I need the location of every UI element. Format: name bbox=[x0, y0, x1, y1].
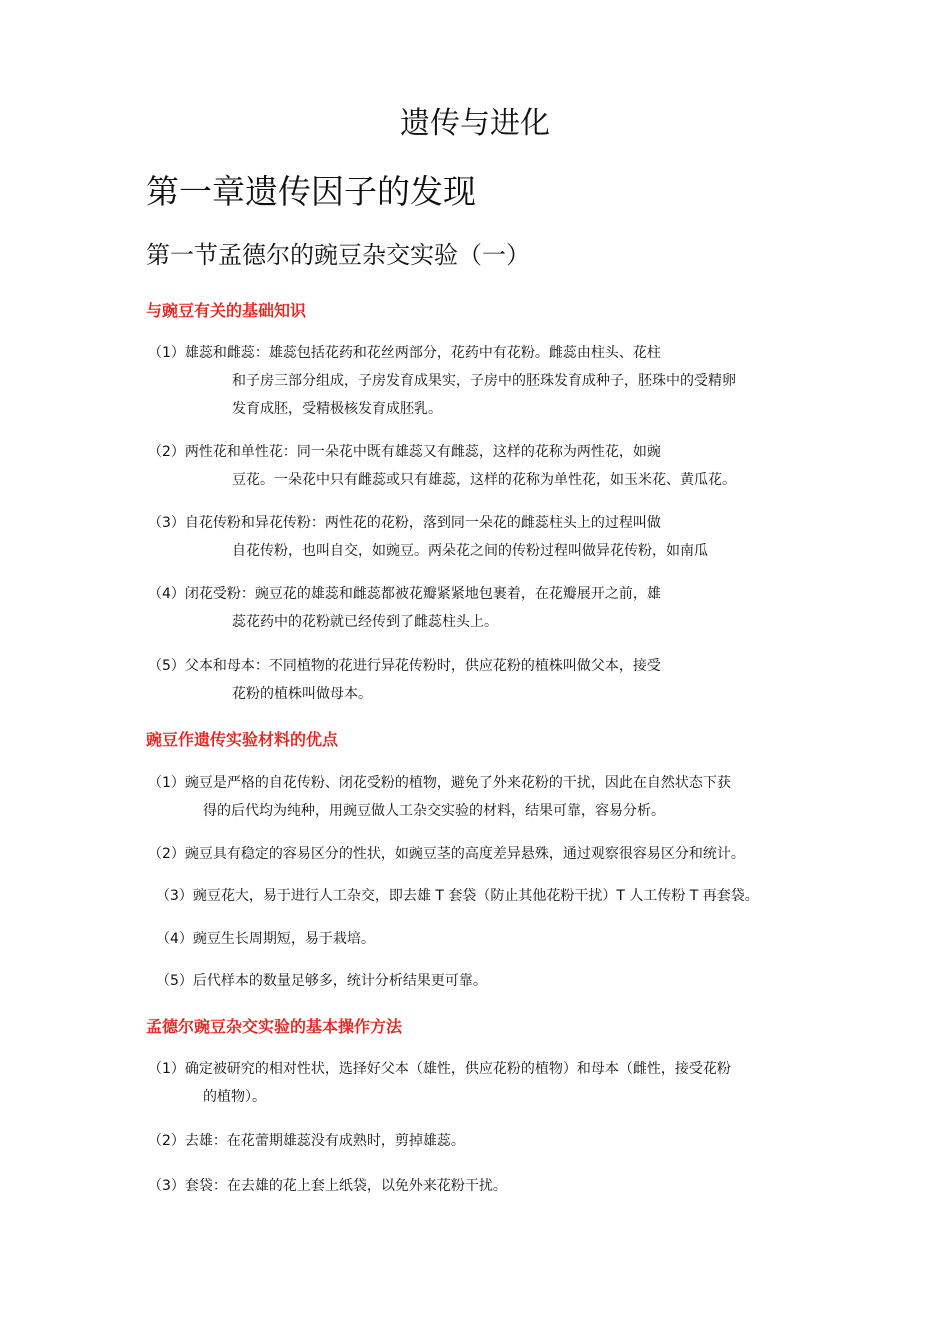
paragraph-line: 发育成胚，受精极核发育成胚乳。 bbox=[232, 401, 442, 417]
paragraph-line: 豆花。一朵花中只有雌蕊或只有雄蕊，这样的花称为单性花，如玉米花、黄瓜花。 bbox=[232, 472, 736, 488]
section-heading: 第一节孟德尔的豌豆杂交实验（一） bbox=[146, 241, 530, 269]
page-title: 遗传与进化 bbox=[400, 106, 550, 141]
paragraph-line: （2）两性花和单性花：同一朵花中既有雄蕊又有雌蕊，这样的花称为两性花，如豌 bbox=[148, 444, 661, 460]
paragraph-line: （5）父本和母本：不同植物的花进行异花传粉时，供应花粉的植株叫做父本，接受 bbox=[148, 658, 661, 674]
paragraph-line: 蕊花药中的花粉就已经传到了雌蕊柱头上。 bbox=[232, 614, 498, 630]
chapter-heading: 第一章遗传因子的发现 bbox=[146, 172, 476, 211]
paragraph-line: （3）套袋：在去雄的花上套上纸袋，以免外来花粉干扰。 bbox=[148, 1178, 507, 1194]
subheading-basic-knowledge: 与豌豆有关的基础知识 bbox=[146, 301, 307, 320]
paragraph-line: （2）豌豆具有稳定的容易区分的性状，如豌豆茎的高度差异悬殊，通过观察很容易区分和统计。 bbox=[148, 846, 745, 862]
paragraph-line: （1）雄蕊和雌蕊：雄蕊包括花药和花丝两部分，花药中有花粉。雌蕊由柱头、花柱 bbox=[148, 345, 661, 361]
paragraph-line: （1）确定被研究的相对性状，选择好父本（雄性，供应花粉的植物）和母本（雌性，接受花粉 bbox=[148, 1061, 731, 1077]
subheading-pea-advantages: 豌豆作遗传实验材料的优点 bbox=[146, 730, 339, 749]
paragraph-line: （3）豌豆花大，易于进行人工杂交，即去雄 T 套袋（防止其他花粉干扰）T 人工传粉 T 再套袋。 bbox=[156, 888, 759, 904]
paragraph-line: （5）后代样本的数量足够多，统计分析结果更可靠。 bbox=[156, 973, 487, 989]
paragraph-line: 得的后代均为纯种，用豌豆做人工杂交实验的材料，结果可靠，容易分析。 bbox=[203, 803, 665, 819]
paragraph-line: 花粉的植株叫做母本。 bbox=[232, 686, 372, 702]
subheading-operation-method: 孟德尔豌豆杂交实验的基本操作方法 bbox=[146, 1017, 403, 1036]
paragraph-line: 自花传粉，也叫自交，如豌豆。两朵花之间的传粉过程叫做异花传粉，如南瓜 bbox=[232, 543, 708, 559]
paragraph-line: （4）豌豆生长周期短，易于栽培。 bbox=[156, 931, 375, 947]
paragraph-line: 的植物）。 bbox=[203, 1089, 266, 1105]
paragraph-line: （3）自花传粉和异花传粉：两性花的花粉，落到同一朵花的雌蕊柱头上的过程叫做 bbox=[148, 515, 661, 531]
paragraph-line: （4）闭花受粉：豌豆花的雄蕊和雌蕊都被花瓣紧紧地包裹着，在花瓣展开之前，雄 bbox=[148, 586, 661, 602]
paragraph-line: （1）豌豆是严格的自花传粉、闭花受粉的植物，避免了外来花粉的干扰，因此在自然状态下获 bbox=[148, 775, 731, 791]
paragraph-line: 和子房三部分组成，子房发育成果实，子房中的胚珠发育成种子，胚珠中的受精卵 bbox=[232, 373, 736, 389]
paragraph-line: （2）去雄：在花蕾期雄蕊没有成熟时，剪掉雄蕊。 bbox=[148, 1133, 465, 1149]
